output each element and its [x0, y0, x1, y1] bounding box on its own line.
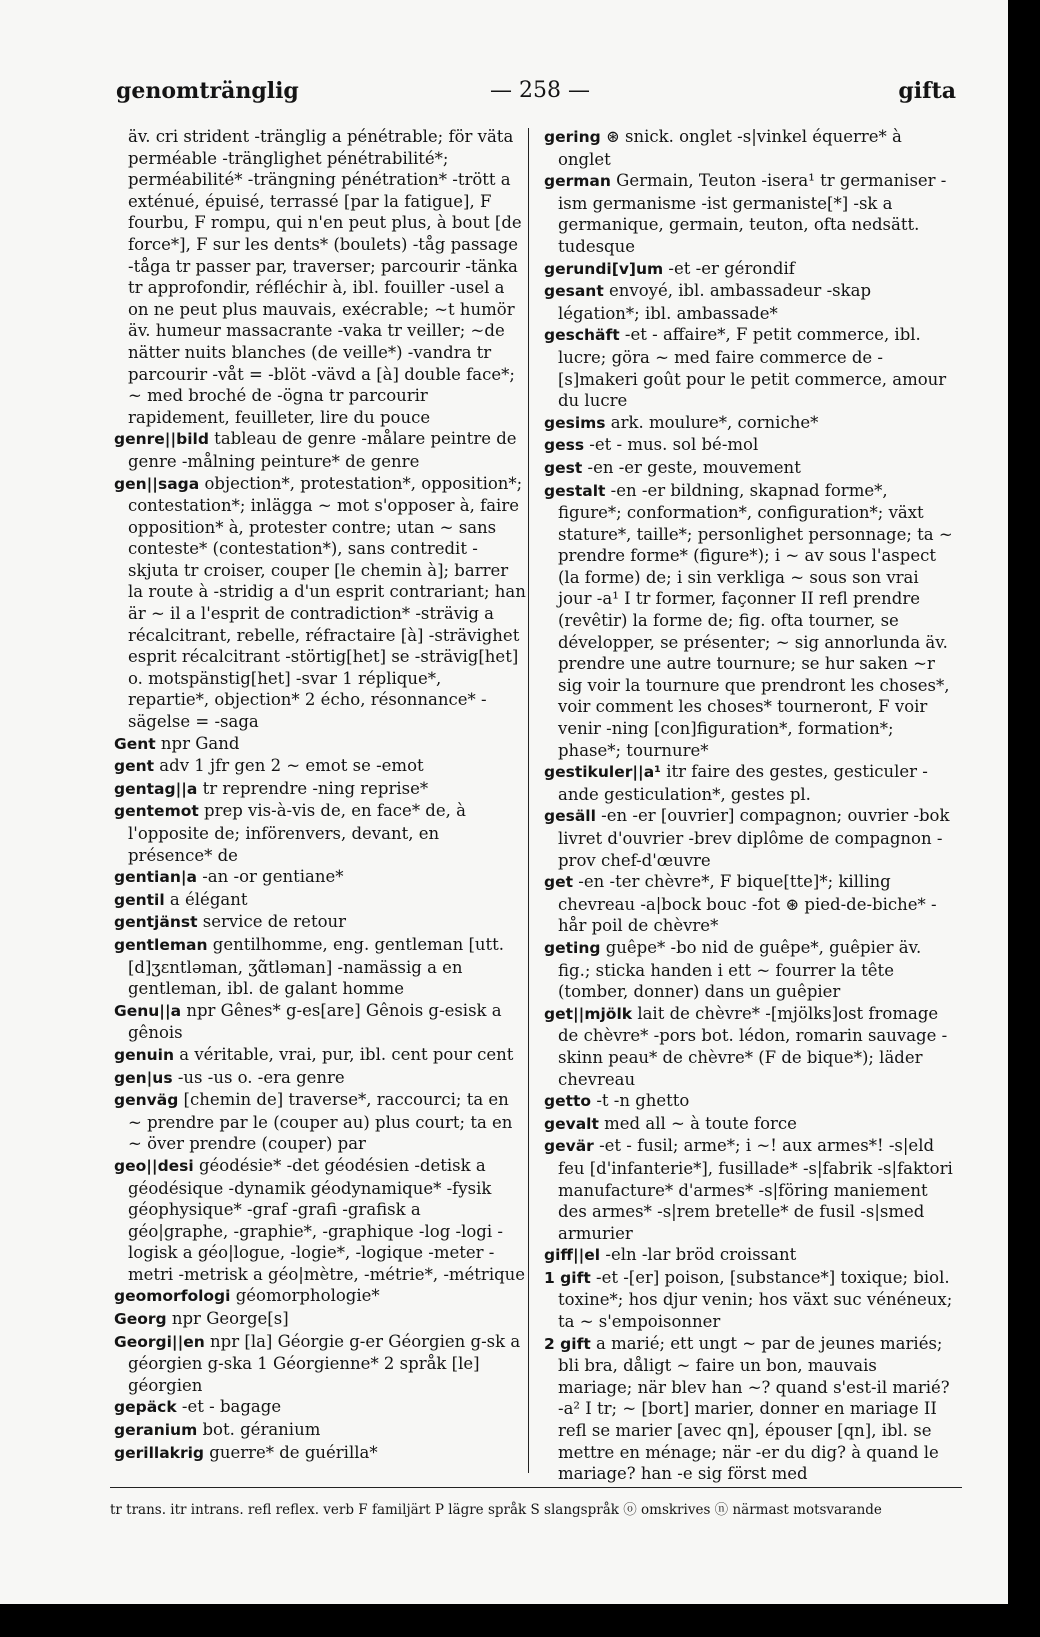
dictionary-entry: [544, 258, 956, 281]
headword: gesant: [544, 282, 604, 301]
definition: adv 1 jfr gen 2 ~ emot se -emot: [154, 756, 424, 776]
headword: geo||desi: [114, 1156, 194, 1175]
definition: tr reprendre -ning reprise*: [197, 778, 429, 798]
headword: getto: [544, 1092, 592, 1111]
definition: med all ~ à toute force: [598, 1113, 797, 1133]
headword: get||mjölk: [544, 1004, 633, 1023]
definition: -en -er [ouvrier] compagnon; ouvrier -bok livret d'ouvrier -brev diplôme de compagnon -prov chef-d'œuvre: [558, 806, 950, 870]
dictionary-entry: [114, 428, 526, 472]
definition: -en -er bildning, skapnad forme*, figure*; conformation*, configuration*; växt stature*, taille*; personlighet personnage; ta ~ prendre forme* (figure*); i ~ av sous l'aspect (la forme) de; i sin verkliga ~ sous son vrai jour -a¹ I tr former, façonner II refl prendre (revêtir) la forme de; fig. ofta tourner, se développer, se présenter; ~ sig annorlunda äv. prendre une autre tournure; se hur saken ~r sig voir la tournure que prendront les choses*, voir comment les choses* tourneront, F voir venir -ning [con]figuration*, formation*; phase*; tournure*: [558, 480, 953, 760]
headword: gentemot: [114, 802, 199, 821]
dictionary-entry: [114, 934, 526, 1000]
dictionary-entry: [114, 733, 526, 756]
definition: gentilhomme, eng. gentleman [utt. [d]ʒɛntləman, ʒɑ̃tləman] -namässig a en gentleman, ibl. de galant homme: [128, 934, 505, 999]
dictionary-entry: [114, 1089, 526, 1155]
definition: bot. géranium: [197, 1420, 321, 1440]
headword: gerundi[v]um: [544, 259, 664, 278]
definition: -eln -lar bröd croissant: [600, 1245, 797, 1265]
definition: npr George[s]: [166, 1309, 289, 1329]
definition: ark. moulure*, corniche*: [605, 412, 819, 432]
footer-rule: [110, 1487, 962, 1488]
headword: gentleman: [114, 935, 208, 954]
headword: german: [544, 172, 611, 191]
left-column: [114, 126, 526, 1464]
dictionary-entry: [114, 866, 526, 889]
headword: gestikuler||a¹: [544, 763, 661, 782]
definition: -an -or gentiane*: [196, 867, 344, 887]
dictionary-entry: [544, 805, 956, 871]
definition: service de retour: [197, 912, 347, 932]
headword: gentag||a: [114, 779, 198, 798]
definition: -et -er gérondif: [663, 258, 795, 278]
definition: npr Gand: [155, 733, 240, 753]
dictionary-entry: [544, 324, 956, 411]
definition: [chemin de] traverse*, raccourci; ta en ~ prendre par le (couper au) plus court; ta en ~ över prendre (couper) par: [128, 1090, 513, 1154]
dictionary-entry: [114, 1044, 526, 1067]
dictionary-entry: [114, 889, 526, 912]
dictionary-entry: [114, 778, 526, 801]
dictionary-entry: [114, 126, 526, 428]
definition: géomorphologie*: [230, 1286, 380, 1306]
definition: guêpe* -bo nid de guêpe*, guêpier äv. fig.; sticka handen i ett ~ fourrer la tête (tomber, donner) dans un guêpier: [558, 937, 922, 1002]
dictionary-entry: [114, 1308, 526, 1331]
definition: prep vis-à-vis de, en face* de, à l'opposite de; införenvers, devant, en présence* de: [128, 801, 466, 865]
dictionary-entry: [544, 434, 956, 457]
definition: a véritable, vrai, pur, ibl. cent pour cent: [174, 1044, 514, 1064]
dictionary-entry: [114, 1000, 526, 1044]
headword: get: [544, 873, 574, 892]
dictionary-entry: [544, 170, 956, 257]
headword: Genu||a: [114, 1001, 182, 1020]
definition: ⊛ snick. onglet -s|vinkel équerre* à onglet: [558, 127, 902, 169]
definition: äv. cri strident -tränglig a pénétrable; för väta perméable -tränglighet pénétrabilité*; perméabilité* -trängning pénétration* -trött a exténué, épuisé, terrassé [par la fatigue], F fourbu, F rompu, qui n'en peut plus, à bout [de force*], F sur les dents* (boulets) -tåg passage -tåga tr passer par, traverser; parcourir -tänka tr approfondir, réfléchir à, ibl. fouiller -usel a on ne peut plus mauvais, exécrable; ~t humör äv. humeur massacrante -vaka tr veiller; ~de nätter nuits blanches (de veille*) -vandra tr parcourir -våt = -blöt -vävd a [à] double face*; ~ med broché de -ögna tr parcourir rapidement, feuilleter, lire du pouce: [128, 127, 522, 427]
headword: geting: [544, 938, 601, 957]
headword: Georg: [114, 1310, 167, 1329]
headword: gevalt: [544, 1114, 599, 1133]
definition: -en -ter chèvre*, F bique[tte]*; killing chevreau -a|bock bouc -fot ⊛ pied-de-biche* -hår poil de chèvre*: [558, 872, 937, 936]
headword: gestalt: [544, 481, 606, 500]
headword: genväg: [114, 1091, 179, 1110]
dictionary-entry: [114, 1396, 526, 1419]
headword: gent: [114, 757, 155, 776]
dictionary-entry: [114, 1442, 526, 1465]
column-divider: [528, 128, 529, 1473]
headword: gest: [544, 458, 583, 477]
definition: -t -n ghetto: [591, 1091, 690, 1111]
dictionary-entry: [544, 480, 956, 762]
headword: genuin: [114, 1045, 175, 1064]
headword: Georgi||en: [114, 1332, 205, 1351]
definition: tableau de genre -målare peintre de genre -målning peinture* de genre: [128, 429, 517, 471]
dictionary-entry: [544, 457, 956, 480]
headword: gerillakrig: [114, 1443, 205, 1462]
dictionary-entry: [114, 1067, 526, 1090]
dictionary-entry: [114, 473, 526, 733]
headword: geomorfologi: [114, 1287, 231, 1306]
dictionary-entry: [114, 1285, 526, 1308]
dictionary-entry: [114, 755, 526, 778]
headword: gentjänst: [114, 913, 198, 932]
definition: -et - mus. sol bé-mol: [584, 435, 759, 455]
dictionary-entry: [544, 280, 956, 324]
definition: -et - fusil; arme*; i ~! aux armes*! -s|eld feu [d'infanterie*], fusillade* -s|fabrik -s|faktori manufacture* d'armes* -s|föring maniement des armes* -s|rem bretelle* de fusil -s|smed armurier: [558, 1136, 953, 1243]
definition: npr Gênes* g-es[are] Gênois g-esisk a gênois: [128, 1000, 502, 1043]
definition: guerre* de guérilla*: [204, 1442, 378, 1462]
headword: gevär: [544, 1137, 594, 1156]
dictionary-entry: [114, 1155, 526, 1286]
dictionary-entry: [544, 1003, 956, 1090]
headword: 2 gift: [544, 1334, 591, 1353]
headword: gentil: [114, 890, 165, 909]
definition: -et - affaire*, F petit commerce, ibl. lucre; göra ~ med faire commerce de -[s]makeri goût pour le petit commerce, amour du lucre: [558, 325, 947, 411]
definition: itr faire des gestes, gesticuler -ande gesticulation*, gestes pl.: [558, 762, 928, 804]
abbreviation-footer: tr trans. itr intrans. refl reflex. verb F familjärt P lägre språk S slangspråk ⓞ omskrives ⓝ närmast motsvarande: [110, 1502, 882, 1518]
definition: -et - bagage: [176, 1397, 282, 1417]
dictionary-entry: [114, 800, 526, 866]
dictionary-entry: [544, 1244, 956, 1267]
dictionary-entry: [544, 761, 956, 805]
definition: -us -us o. -era genre: [172, 1067, 345, 1087]
header-last-word: gifta: [898, 78, 956, 104]
dictionary-entry: [114, 1331, 526, 1397]
dictionary-entry: [544, 1135, 956, 1244]
dictionary-entry: [544, 1267, 956, 1333]
dictionary-entry: [544, 1090, 956, 1113]
headword: Gent: [114, 734, 156, 753]
page-number: — 258 —: [490, 78, 590, 103]
definition: npr [la] Géorgie g-er Géorgien g-sk a géorgien g-ska 1 Géorgienne* 2 språk [le] géorgien: [128, 1331, 521, 1395]
headword: gen||saga: [114, 474, 200, 493]
headword: gepäck: [114, 1398, 177, 1417]
dictionary-entry: [544, 871, 956, 937]
definition: a élégant: [164, 889, 248, 909]
headword: gesims: [544, 413, 606, 432]
dictionary-entry: [114, 1419, 526, 1442]
headword: gesäll: [544, 807, 596, 826]
definition: géodésie* -det géodésien -detisk a géodésique -dynamik géodynamique* -fysik géophysique* -graf -grafi -grafisk a géo|graphe, -graphie*, -graphique -log -logi -logisk a géo|logue, -logie*, -logique -meter -metri -metrisk a géo|mètre, -métrie*, -métrique: [128, 1155, 526, 1284]
header-first-word: genomtränglig: [116, 78, 299, 104]
headword: 1 gift: [544, 1268, 591, 1287]
dictionary-entry: [114, 911, 526, 934]
dictionary-entry: [544, 1333, 956, 1485]
dictionary-entry: [544, 1113, 956, 1136]
definition: -et -[er] poison, [substance*] toxique; biol. toxine*; hos djur venin; hos växt suc vénéneux; ta ~ s'empoisonner: [558, 1267, 953, 1332]
definition: a marié; ett ungt ~ par de jeunes mariés; bli bra, dåligt ~ faire un bon, mauvais mariage; när blev han ~? quand s'est-il marié? -a² I tr; ~ [bort] marier, donner en mariage II refl se marier [avec qn], épouser [qn], ibl. se mettre en ménage; när -er du dig? à quand le mariage? han -e sig först med: [558, 1333, 950, 1484]
headword: gering: [544, 128, 601, 146]
definition: Germain, Teuton -isera¹ tr germaniser -ism germanisme -ist germaniste[*] -sk a germanique, germain, teuton, ofta nedsätt. tudesque: [558, 171, 947, 256]
dictionary-entry: [544, 412, 956, 435]
definition: -en -er geste, mouvement: [582, 457, 801, 477]
headword: geranium: [114, 1421, 198, 1440]
headword: genre||bild: [114, 430, 209, 449]
dictionary-entry: [544, 937, 956, 1003]
headword: gen|us: [114, 1068, 173, 1087]
definition: lait de chèvre* -[mjölks]ost fromage de chèvre* -pors bot. lédon, romarin sauvage -skinn peau* de chèvre* (F de bique*); läder chevreau: [558, 1003, 948, 1089]
definition: envoyé, ibl. ambassadeur -skap légation*; ibl. ambassade*: [558, 281, 872, 323]
dictionary-entry: [544, 126, 956, 170]
headword: gess: [544, 436, 585, 455]
definition: objection*, protestation*, opposition*; contestation*; inlägga ~ mot s'opposer à, faire opposition* à, protester contre; utan ~ sans conteste* (contestation*), sans contredit -skjuta tr croiser, couper [le chemin à]; barrer la route à -stridig a d'un esprit contrariant; han är ~ il a l'esprit de contradiction* -strävig a récalcitrant, rebelle, réfractaire [à] -strävighet esprit récalcitrant -störtig[het] se -strävig[het] o. motspänstig[het] -svar 1 réplique*, repartie*, objection* 2 écho, résonnance* -sägelse = -saga: [128, 473, 526, 732]
right-column: [544, 126, 956, 1485]
headword: giff||el: [544, 1246, 601, 1265]
headword: gentian|a: [114, 868, 197, 887]
headword: geschäft: [544, 326, 620, 345]
